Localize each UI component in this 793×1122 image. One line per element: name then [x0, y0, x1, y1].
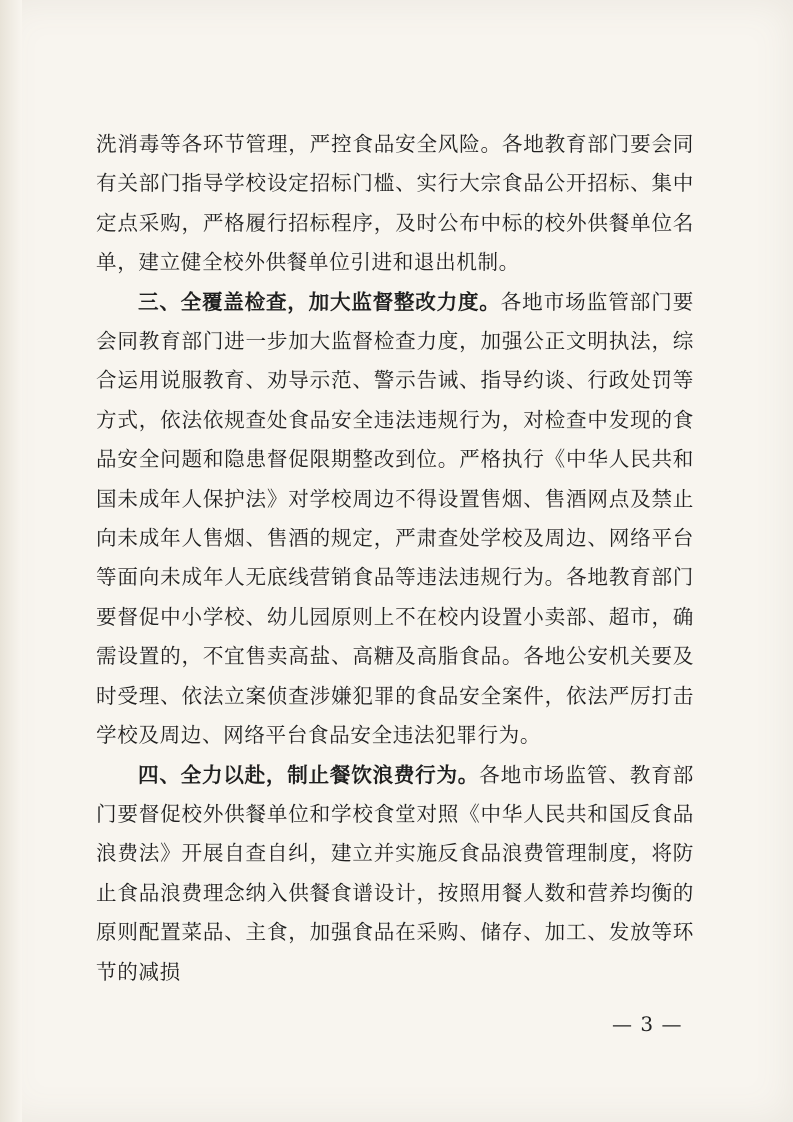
paragraph-section-four [96, 756, 694, 992]
paragraph-section-three [96, 283, 694, 756]
section-heading-three: 三、全覆盖检查，加大监督整改力度。 [138, 289, 501, 314]
paragraph-continuation [96, 125, 694, 283]
paragraph-text: 各地市场监管、教育部门要督促校外供餐单位和学校食堂对照《中华人民共和国反食品浪费法》开展自查自纠，建立并实施反食品浪费管理制度，将防止食品浪费理念纳入供餐食谱设计，按照用餐人数和营养均衡的原则配置菜品、主食，加强食品在采购、储存、加工、发放等环节的减损 [96, 762, 694, 984]
document-body [96, 125, 694, 992]
paragraph-text: 各地市场监管部门要会同教育部门进一步加大监督检查力度，加强公正文明执法，综合运用说服教育、劝导示范、警示告诫、指导约谈、行政处罚等方式，依法依规查处食品安全违法违规行为，对检查中发现的食品安全问题和隐患督促限期整改到位。严格执行《中华人民共和国未成年人保护法》对学校周边不得设置售烟、售酒网点及禁止向未成年人售烟、售酒的规定，严肃查处学校及周边、网络平台等面向未成年人无底线营销食品等违法违规行为。各地教育部门要督促中小学校、幼儿园原则上不在校内设置小卖部、超市，确需设置的，不宜售卖高盐、高糖及高脂食品。各地公安机关要及时受理、依法立案侦查涉嫌犯罪的食品安全案件，依法严厉打击学校及周边、网络平台食品安全违法犯罪行为。 [96, 289, 694, 748]
paragraph-text: 洗消毒等各环节管理，严控食品安全风险。各地教育部门要会同有关部门指导学校设定招标门槛、实行大宗食品公开招标、集中定点采购，严格履行招标程序，及时公布中标的校外供餐单位名单，建立健全校外供餐单位引进和退出机制。 [96, 132, 694, 275]
scan-edge-shadow [0, 0, 22, 1122]
page-number: — 3 — [612, 1012, 683, 1036]
section-heading-four: 四、全力以赴，制止餐饮浪费行为。 [138, 762, 480, 787]
